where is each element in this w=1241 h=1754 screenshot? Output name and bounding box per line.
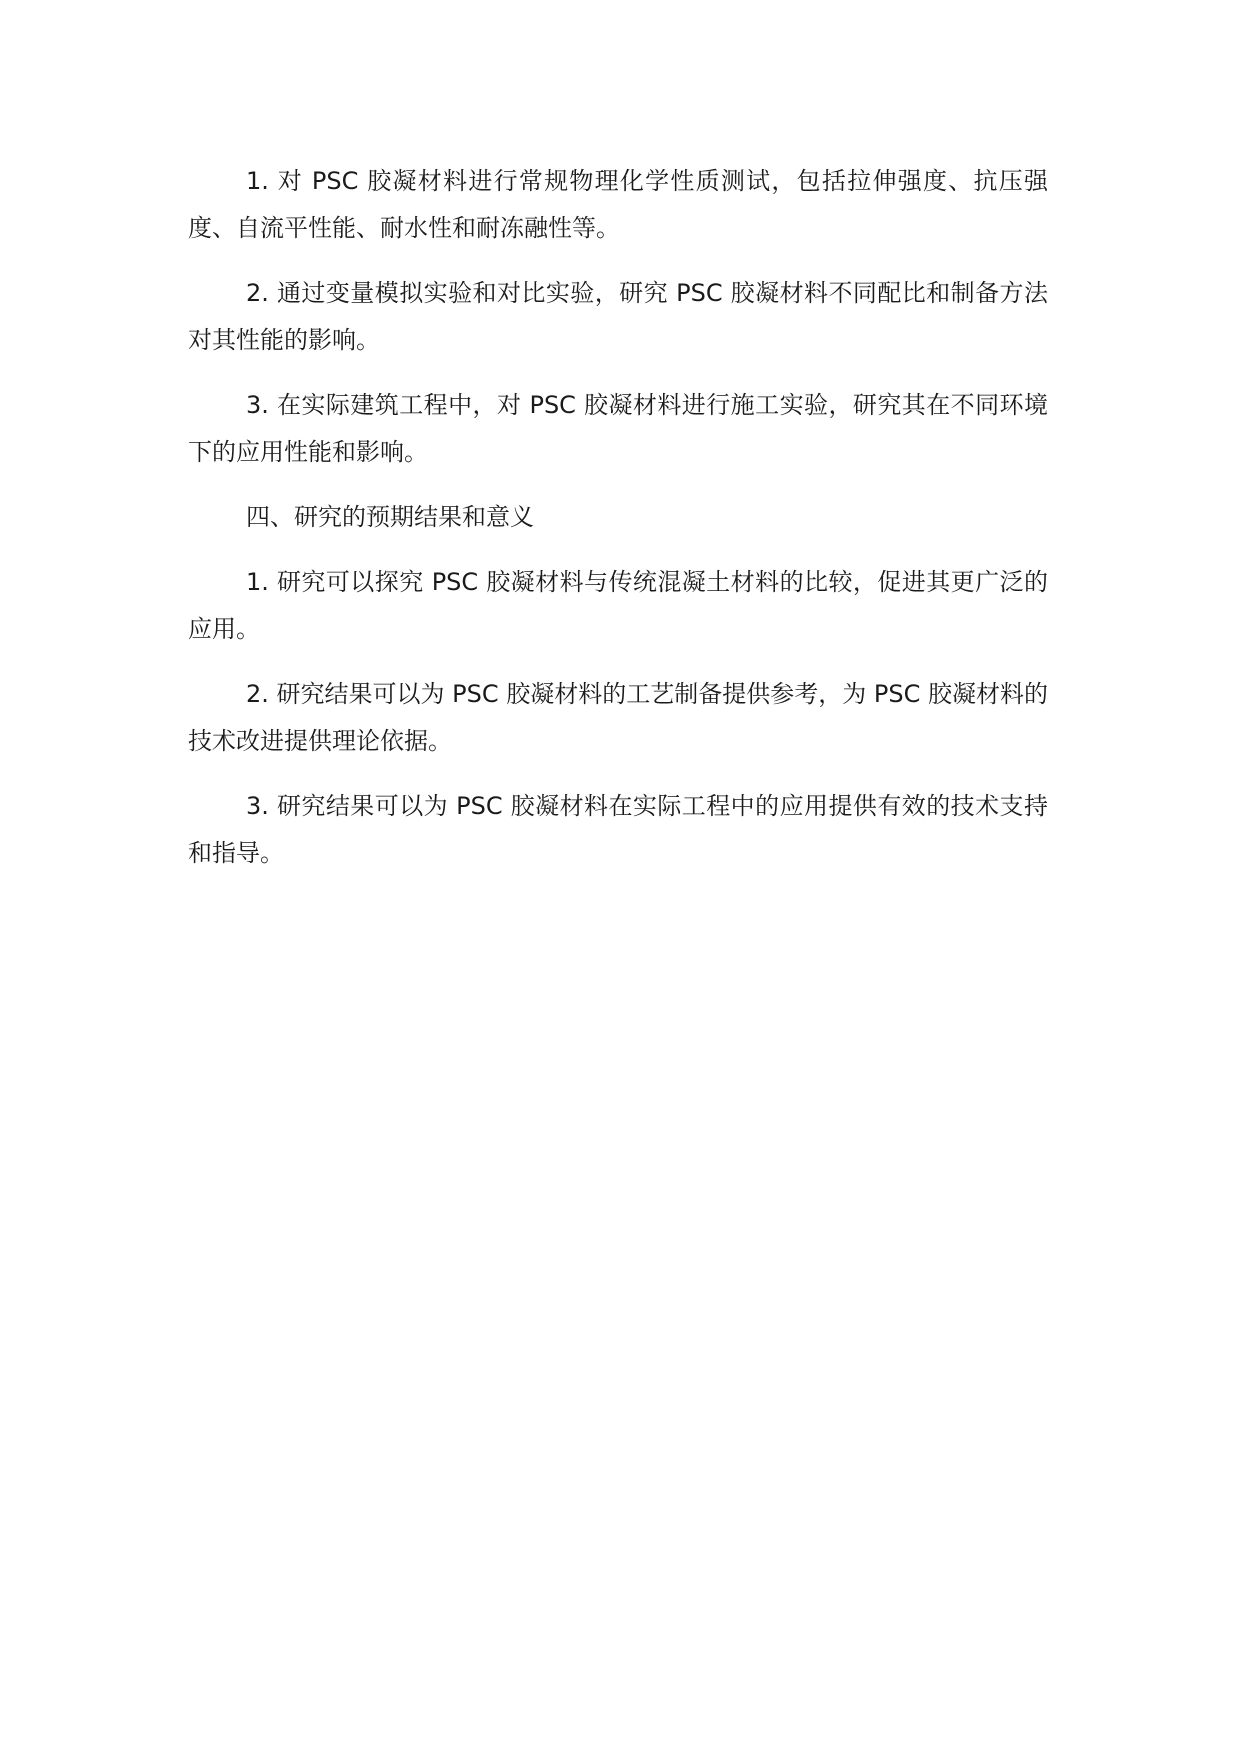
paragraph-result-2: 2. 研究结果可以为 PSC 胶凝材料的工艺制备提供参考，为 PSC 胶凝材料的技术改进提供理论依据。 bbox=[188, 680, 1048, 755]
paragraph-method-2: 2. 通过变量模拟实验和对比实验，研究 PSC 胶凝材料不同配比和制备方法对其性能的影响。 bbox=[188, 279, 1048, 354]
paragraph-method-1: 1. 对 PSC 胶凝材料进行常规物理化学性质测试，包括拉伸强度、抗压强度、自流平性能、耐水性和耐冻融性等。 bbox=[188, 167, 1048, 242]
paragraph-result-3: 3. 研究结果可以为 PSC 胶凝材料在实际工程中的应用提供有效的技术支持和指导。 bbox=[188, 792, 1048, 867]
section-heading: 四、研究的预期结果和意义 bbox=[246, 503, 534, 531]
document-body bbox=[188, 158, 1048, 895]
paragraph-method-3: 3. 在实际建筑工程中，对 PSC 胶凝材料进行施工实验，研究其在不同环境下的应用性能和影响。 bbox=[188, 391, 1048, 466]
paragraph-result-1: 1. 研究可以探究 PSC 胶凝材料与传统混凝土材料的比较，促进其更广泛的应用。 bbox=[188, 568, 1048, 643]
